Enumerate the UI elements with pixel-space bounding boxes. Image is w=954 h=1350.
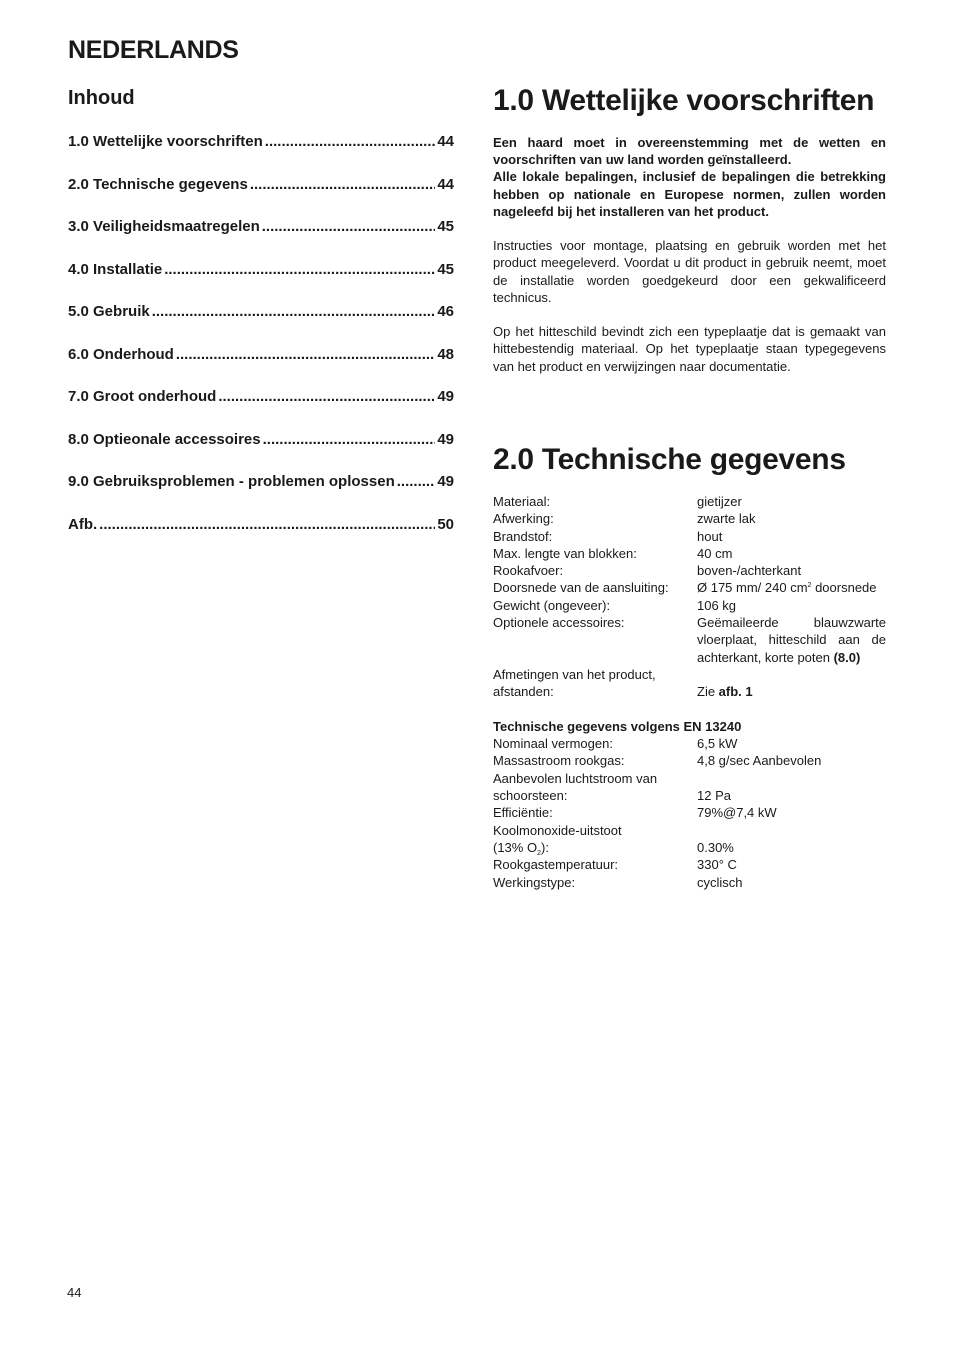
spec-label-line: (13% O <box>493 839 538 855</box>
section-reference: (8.0) <box>833 649 861 665</box>
toc-item[interactable] <box>68 473 454 516</box>
spec-value-text: doorsnede <box>811 580 877 596</box>
legal-bold-paragraph: Alle lokale bepalingen, inclusief de bepalingen die betrekking hebben op nationale en Europese normen, zullen worden nageleefd bij het installeren van het product. <box>493 169 886 219</box>
section-title-legal: 1.0 Wettelijke voorschriften <box>493 84 875 117</box>
spec-value-text: Ø 175 mm/ 240 cm <box>697 580 808 596</box>
spec-value: boven-/achterkant <box>697 563 802 579</box>
spec-value <box>697 822 886 857</box>
spec-row <box>493 493 886 510</box>
toc-item-page: 49 <box>437 473 454 490</box>
toc-item-label: 4.0 Installatie <box>68 260 163 278</box>
toc-leader-dots <box>99 516 435 533</box>
toc-leader-dots <box>176 346 435 363</box>
spec-label: Massastroom rookgas: <box>493 753 625 769</box>
toc-item[interactable] <box>68 388 454 431</box>
spec-row <box>493 804 886 821</box>
spec-row <box>493 545 886 562</box>
toc-item-label: 6.0 Onderhoud <box>68 345 174 363</box>
toc-item-label: Afb. <box>68 515 98 533</box>
spec-label: Efficiëntie: <box>493 805 553 821</box>
en-standard-heading: Technische gegevens volgens EN 13240 <box>493 718 742 734</box>
toc-item-page: 44 <box>437 133 454 150</box>
spec-row <box>493 666 886 701</box>
legal-paragraph: Instructies voor montage, plaatsing en gebruik worden met het product meegeleverd. Voordat u dit product in gebruik neemt, moet de installatie worden goedgekeurd door een gekwalificeerd technicus. <box>493 238 886 305</box>
toc-item-page: 46 <box>437 303 454 320</box>
toc-item-label: 2.0 Technische gegevens <box>68 175 248 193</box>
spec-label-line: Aanbevolen luchtstroom van <box>493 770 658 786</box>
legal-paragraph: Op het hitteschild bevindt zich een typeplaatje dat is gemaakt van hittebestendig materiaal. Op het typeplaatje staan typegegevens van het product en verwijzingen naar documentatie. <box>493 324 886 374</box>
toc-heading: Inhoud <box>68 87 135 109</box>
spec-row <box>493 614 886 666</box>
spec-row <box>493 510 886 527</box>
toc-item-label: 9.0 Gebruiksproblemen - problemen oplossen <box>68 473 395 490</box>
toc-item-page: 45 <box>437 218 454 235</box>
subscript-two: 2 <box>537 849 541 857</box>
spec-value: hout <box>697 528 723 544</box>
spec-value <box>697 770 886 805</box>
technical-specs <box>493 493 886 891</box>
spec-label: Rookafvoer: <box>493 563 564 579</box>
toc-item-label: 1.0 Wettelijke voorschriften <box>68 133 263 150</box>
toc-item[interactable] <box>68 303 454 346</box>
spec-label-line: Koolmonoxide-uitstoot <box>493 822 622 838</box>
spec-value <box>697 579 886 596</box>
spec-value: 6,5 kW <box>697 736 738 752</box>
spec-value: cyclisch <box>697 874 743 890</box>
spec-value: 79%@7,4 kW <box>697 805 777 821</box>
toc-item-page: 45 <box>437 260 454 278</box>
spec-label: Brandstof: <box>493 528 553 544</box>
toc-leader-dots <box>250 176 436 193</box>
toc-item-label: 3.0 Veiligheidsmaatregelen <box>68 218 260 235</box>
legal-text <box>493 134 886 375</box>
spec-row <box>493 752 886 769</box>
spec-label-line: afstanden: <box>493 684 554 700</box>
toc-item[interactable] <box>68 346 454 389</box>
spec-value: 330° C <box>697 857 737 873</box>
toc-item[interactable] <box>68 431 454 474</box>
toc-item-page: 49 <box>437 430 454 448</box>
toc-item-page: 44 <box>437 175 454 193</box>
spec-value: zwarte lak <box>697 511 756 527</box>
spec-value-text: Zie <box>697 684 719 700</box>
spec-label: Nominaal vermogen: <box>493 736 613 752</box>
toc-leader-dots <box>164 261 435 278</box>
spec-label <box>493 822 697 857</box>
toc-item-page: 50 <box>437 515 454 533</box>
toc-leader-dots <box>265 133 436 150</box>
toc-leader-dots <box>152 303 436 320</box>
spec-value: gietijzer <box>697 494 742 509</box>
spec-value-text: 12 Pa <box>697 788 731 804</box>
spec-label: Rookgastemperatuur: <box>493 857 619 873</box>
spec-label-line: Afmetingen van het product, <box>493 666 656 682</box>
spec-label: Doorsnede van de aansluiting: <box>493 580 669 596</box>
toc-item[interactable] <box>68 218 454 261</box>
spec-value <box>697 666 886 701</box>
legal-bold-paragraph: Een haard moet in overeenstemming met de wetten en voorschriften van uw land worden geïnstalleerd. <box>493 135 886 168</box>
spec-row <box>493 822 886 857</box>
spec-row <box>493 528 886 545</box>
table-of-contents <box>68 133 454 558</box>
figure-reference: afb. 1 <box>718 684 753 700</box>
page-number: 44 <box>67 1285 82 1300</box>
spec-label: Gewicht (ongeveer): <box>493 597 611 613</box>
spec-label-line: ): <box>540 839 549 855</box>
toc-item-label: 8.0 Optieonale accessoires <box>68 430 261 448</box>
spec-label: Werkingstype: <box>493 874 576 890</box>
spec-value: 106 kg <box>697 597 737 613</box>
spec-row <box>493 562 886 579</box>
spec-row <box>493 735 886 752</box>
toc-leader-dots <box>262 218 436 235</box>
spec-label: Max. lengte van blokken: <box>493 545 637 561</box>
spec-label <box>493 770 697 805</box>
toc-item[interactable] <box>68 516 454 559</box>
spec-label: Materiaal: <box>493 494 551 509</box>
language-heading: NEDERLANDS <box>68 36 239 64</box>
spec-label-line: schoorsteen: <box>493 788 568 804</box>
spec-label: Optionele accessoires: <box>493 615 625 631</box>
spec-row <box>493 579 886 596</box>
spec-row <box>493 597 886 614</box>
spec-label: Afwerking: <box>493 511 554 527</box>
spec-value: 40 cm <box>697 545 733 561</box>
spec-value-text: 0.30% <box>697 839 734 855</box>
toc-item-label: 5.0 Gebruik <box>68 303 150 320</box>
toc-item[interactable] <box>68 176 454 219</box>
spec-value-text: Geëmaileerde blauwzwarte vloerplaat, hitteschild aan de achterkant, korte poten <box>697 615 886 665</box>
toc-leader-dots <box>397 473 436 490</box>
spec-row <box>493 856 886 873</box>
superscript-two: 2 <box>807 582 812 590</box>
toc-item-page: 48 <box>437 345 454 363</box>
spec-row <box>493 874 886 891</box>
toc-item[interactable] <box>68 133 454 176</box>
toc-item[interactable] <box>68 261 454 304</box>
spec-value: 4,8 g/sec Aanbevolen <box>697 753 822 769</box>
spec-label <box>493 666 697 701</box>
spec-value <box>697 614 886 666</box>
toc-item-label: 7.0 Groot onderhoud <box>68 388 217 405</box>
toc-leader-dots <box>263 431 436 448</box>
spec-row <box>493 770 886 805</box>
section-title-technical: 2.0 Technische gegevens <box>493 443 846 476</box>
toc-item-page: 49 <box>437 388 454 405</box>
toc-leader-dots <box>218 388 435 405</box>
